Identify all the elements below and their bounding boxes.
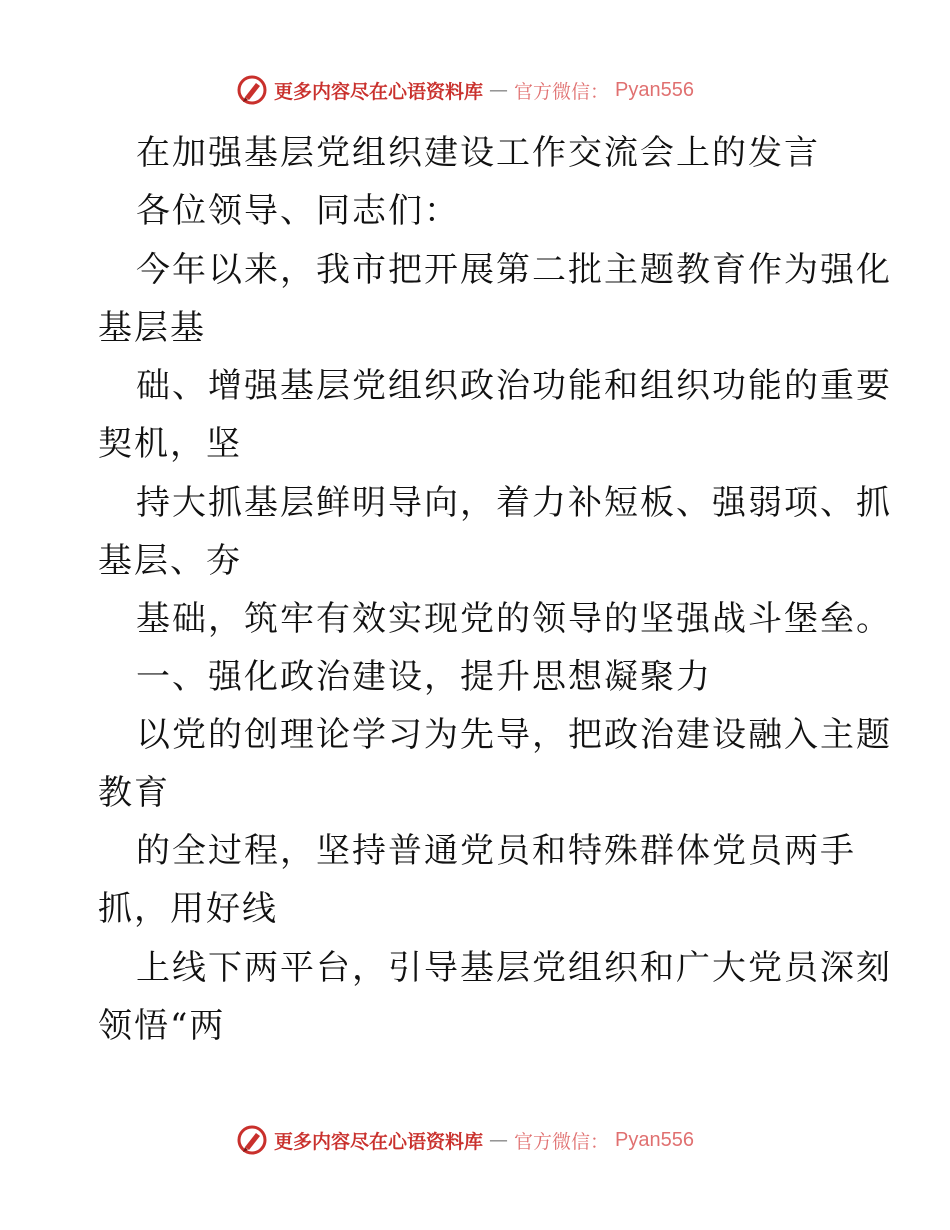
watermark-dash: — (489, 1129, 509, 1151)
salutation: 各位领导、同志们： (136, 191, 460, 231)
document-title: 在加强基层党组织建设工作交流会上的发言 (136, 133, 820, 173)
pen-logo-icon (236, 74, 268, 106)
footer-watermark (236, 1123, 756, 1157)
pen-logo-icon (236, 1124, 268, 1156)
watermark-text: 更多内容尽在心语资料库 (274, 80, 484, 103)
paragraph-line: 基层基 (98, 308, 206, 348)
paragraph-line: 抓，用好线 (98, 889, 278, 929)
watermark-official-label: 官方微信： (514, 80, 610, 103)
paragraph-line: 上线下两平台，引导基层党组织和广大党员深刻 (136, 948, 892, 988)
paragraph-line: 础、增强基层党组织政治功能和组织功能的重要 (136, 366, 892, 406)
paragraph-line: 教育 (98, 773, 170, 813)
paragraph-line: 的全过程，坚持普通党员和特殊群体党员两手 (136, 831, 856, 871)
paragraph-line: 基础，筑牢有效实现党的领导的坚强战斗堡垒。 (136, 599, 892, 639)
paragraph-line: 以党的创理论学习为先导，把政治建设融入主题 (136, 715, 892, 755)
watermark-dash: — (489, 79, 509, 101)
watermark-text: 更多内容尽在心语资料库 (274, 1130, 484, 1153)
paragraph-line: 持大抓基层鲜明导向，着力补短板、强弱项、抓 (136, 483, 892, 523)
paragraph-line: 基层、夯 (98, 541, 242, 581)
paragraph-line: 领悟“两 (98, 1006, 226, 1046)
paragraph-line: 契机，坚 (98, 424, 242, 464)
watermark-wechat-id: Pyan556 (615, 78, 694, 101)
watermark-official-label: 官方微信： (514, 1130, 610, 1153)
header-watermark (236, 73, 756, 107)
paragraph-line: 今年以来，我市把开展第二批主题教育作为强化 (136, 250, 892, 290)
watermark-wechat-id: Pyan556 (615, 1128, 694, 1151)
section-heading: 一、强化政治建设，提升思想凝聚力 (136, 657, 712, 697)
